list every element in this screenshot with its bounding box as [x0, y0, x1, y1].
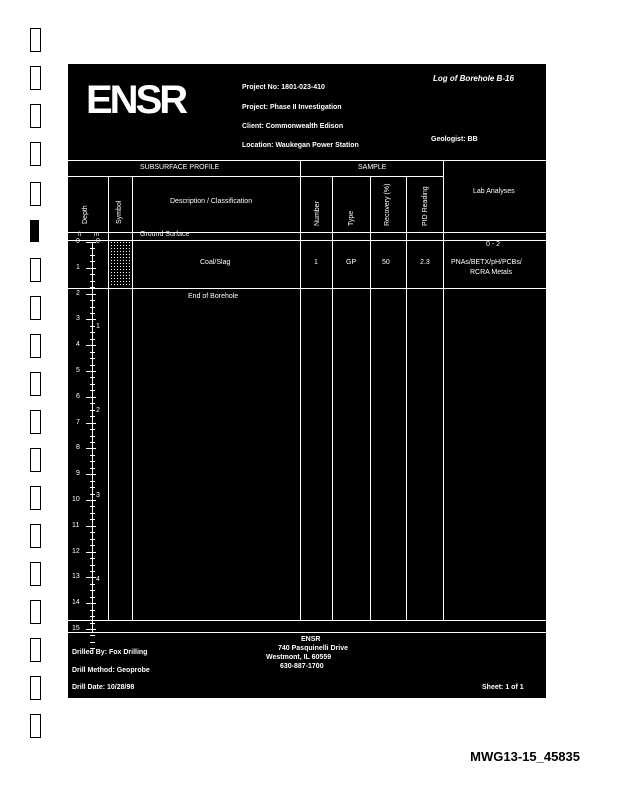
depth-ft-label: 8: [76, 444, 80, 452]
depth-header: Depth: [82, 205, 89, 224]
footer-address1: 740 Pasquinelli Drive: [278, 645, 349, 652]
depth-ft-label: 2: [76, 289, 80, 297]
coal-slag-symbol: [110, 241, 130, 287]
depth-minor-tick: [90, 642, 95, 643]
depth-unit-m: m: [94, 232, 99, 238]
depth-ft-label: 0: [76, 238, 80, 245]
document-stamp: MWG13-15_45835: [470, 749, 580, 764]
borehole-log: [66, 62, 548, 700]
footer-method: Drill Method: Geoprobe: [72, 667, 150, 674]
pid-header: PID Reading: [422, 186, 429, 226]
footer-driller: Drilled By: Fox Drilling: [72, 649, 148, 656]
depth-ft-label: 1: [76, 263, 80, 271]
subsurface-profile-heading: SUBSURFACE PROFILE: [140, 164, 220, 171]
depth-ft-label: 15: [72, 625, 80, 632]
depth-m-label: 4: [96, 576, 100, 584]
geologist: Geologist: BB: [431, 136, 478, 143]
depth-tick: [86, 397, 96, 398]
row-coal-slag: Coal/Slag: [200, 259, 231, 266]
depth-m-label: 2: [96, 407, 100, 415]
depth-tick: [86, 603, 96, 604]
depth-ft-label: 9: [76, 470, 80, 478]
footer-sheet: Sheet: 1 of 1: [482, 684, 524, 691]
depth-m-label: 3: [96, 491, 100, 499]
sample-pid: 2.3: [420, 259, 430, 266]
depth-ft-label: 7: [76, 418, 80, 426]
depth-tick: [86, 423, 96, 424]
depth-tick: [86, 345, 96, 346]
row-end-of-borehole: End of Borehole: [188, 293, 239, 300]
depth-ft-label: 13: [72, 573, 80, 581]
footer-address2: Westmont, IL 60559: [266, 654, 332, 661]
location: Location: Waukegan Power Station: [242, 142, 359, 149]
row-ground-surface: Ground Surface: [140, 231, 190, 238]
depth-tick: [86, 294, 96, 295]
depth-m-label: 1: [96, 322, 100, 330]
depth-ft-label: 11: [72, 521, 80, 529]
depth-m-label: 0: [96, 238, 100, 245]
footer-phone: 630-887-1700: [280, 663, 324, 670]
depth-ft-label: 4: [76, 341, 80, 349]
depth-tick: [86, 371, 96, 372]
project-no: Project No: 1801-023-410: [242, 84, 325, 91]
log-title: Log of Borehole B-16: [433, 74, 514, 83]
depth-tick: [86, 319, 96, 320]
depth-tick: [86, 268, 96, 269]
lab-header: Lab Analyses: [473, 188, 515, 195]
ensr-logo: ENSR: [86, 78, 186, 122]
depth-tick: [86, 526, 96, 527]
lab-analyses-line2: RCRA Metals: [470, 269, 513, 276]
type-header: Type: [348, 210, 355, 226]
sample-heading: SAMPLE: [358, 164, 387, 171]
lab-analyses-line1: PNAs/BETX/pH/PCBs/: [451, 259, 522, 266]
project-name: Project: Phase II Investigation: [242, 104, 342, 111]
depth-minor-tick: [90, 635, 95, 636]
depth-ft-label: 10: [72, 496, 80, 503]
depth-ft-label: 14: [72, 599, 80, 607]
depth-ft-label: 6: [76, 392, 80, 400]
depth-tick: [86, 242, 96, 243]
sample-number: 1: [314, 259, 318, 266]
depth-ft-label: 5: [76, 367, 80, 374]
client: Client: Commonwealth Edison: [242, 123, 344, 130]
depth-ft-label: 12: [72, 547, 80, 555]
depth-tick: [86, 629, 96, 630]
sample-recovery: 50: [382, 259, 390, 266]
number-header: Number: [314, 201, 321, 226]
depth-ft-label: 3: [76, 315, 80, 323]
depth-tick: [86, 448, 96, 449]
depth-tick: [86, 474, 96, 475]
symbol-header: Symbol: [116, 200, 123, 224]
depth-tick: [86, 552, 96, 553]
recovery-header: Recovery (%): [384, 183, 391, 226]
depth-tick: [86, 577, 96, 578]
lab-range: 0 - 2: [486, 241, 501, 248]
footer-date: Drill Date: 10/28/98: [72, 684, 135, 691]
sample-type: GP: [346, 259, 357, 266]
depth-axis: [92, 242, 93, 633]
description-header: Description / Classification: [170, 198, 253, 205]
depth-unit-ft: ft: [78, 232, 82, 238]
depth-tick: [86, 500, 96, 501]
footer-company: ENSR: [301, 636, 321, 643]
